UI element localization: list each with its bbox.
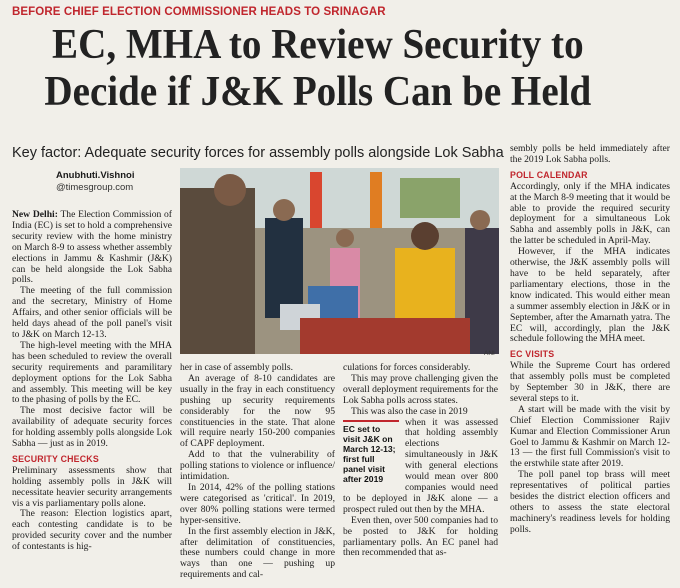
paragraph	[12, 210, 172, 286]
column-3	[343, 363, 498, 559]
paragraph: Even then, over 500 companies had to be posted to J&K for holding parliamentary polls. An EC panel had then recommended that as-	[343, 514, 498, 559]
section-heading: SECURITY CHECKS	[12, 453, 99, 464]
paragraph: An average of 8-10 candidates are usually in the fray in each constituency pushing up security requirements considerably for the now 95 constituencies in the state. That alone will require nearly 150-200 companies of CAPF deployment.	[180, 372, 335, 450]
paragraph: Preliminary assessments show that holding assembly polls in J&K will necessitate heavier security arrangements vis a vis parliamentary polls alone.	[12, 464, 172, 509]
section-heading: POLL CALENDAR	[510, 169, 588, 180]
dateline: New Delhi:	[12, 209, 58, 220]
paragraph: The meeting of the full commission and the secretary, Ministry of Home Affairs, and other senior officials will be held days ahead of the poll panel's visit to J&K on March 12-13.	[12, 285, 172, 340]
paragraph: This may prove challenging given the overall deployment requirements for the Lok Sabha polls across states.	[343, 372, 498, 406]
byline	[56, 170, 134, 194]
headline-line-1: EC, MHA to Review Security to	[52, 22, 584, 68]
paragraph: While the Supreme Court has ordered that assembly polls must be completed by September 30 in J&K, there are several steps to it.	[510, 360, 670, 404]
kicker: BEFORE CHIEF ELECTION COMMISSIONER HEADS TO SRINAGAR	[12, 6, 386, 18]
byline-email: @timesgroup.com	[56, 182, 134, 193]
section-heading: EC VISITS	[510, 349, 555, 360]
paragraph-text: The Election Commission of India (EC) is set to hold a comprehensive security review with the home ministry on March 8-9 to assess whether assembly elections in Jammu & Kashmir (J&K) can be held alongside the Lok Sabha polls.	[12, 209, 172, 286]
paragraph	[343, 407, 498, 418]
paragraph: In 2014, 42% of the polling stations were categorised as 'critical'. In 2019, over 80% polling stations were termed hyper-sensitive.	[180, 481, 335, 526]
paragraph: culations for forces considerably.	[343, 362, 471, 373]
paragraph: However, if the MHA indicates otherwise, the J&K assembly polls will have to be held separately, after parliamentary elections, those in the know indicated. This would either mean a summer assembly election in J&K or in September, after the Amarnath yatra. The EC will, accordingly, plan the J&K schedule following the MHA meet.	[510, 246, 670, 345]
photo-credit: ANI	[484, 350, 495, 357]
subhead: Key factor: Adequate security forces for assembly polls alongside Lok Sabha	[12, 145, 504, 161]
byline-name: Anubhuti.Vishnoi	[56, 170, 135, 181]
paragraph: Accordingly, only if the MHA indicates at the March 8-9 meeting that it would be able to provide the required security deployment for a simultaneous Lok Sabha and assembly polls in J&K, can the latter be scheduled in April-May.	[510, 180, 670, 247]
pull-quote: EC set to visit J&K on March 12-13; first full panel visit after 2019	[343, 420, 399, 484]
paragraph: her in case of assembly polls.	[180, 362, 293, 373]
news-photo-illustration	[180, 168, 499, 354]
column-1	[12, 210, 172, 553]
news-photo	[180, 168, 499, 354]
column-4	[510, 144, 670, 536]
paragraph: Add to that the vulnerability of polling stations to violence or influence/ intimidation.	[180, 449, 335, 483]
column-2	[180, 363, 335, 581]
paragraph: The high-level meeting with the MHA has been scheduled to review the overall security requirements and paramilitary deployment options for the Lok Sabha and assembly. This meeting will be key to the phasing of polls by the EC.	[12, 339, 172, 406]
paragraph-lead: This was also the case in 2019	[351, 405, 468, 417]
paragraph: when it was assessed that holding assembly elections simultaneously in J&K with general elections would mean over 800 companies would need to be deployed in J&K alone — a prospect ruled out then by the MHA.	[343, 416, 498, 515]
headline	[10, 22, 626, 116]
paragraph: The reason: Election logistics apart, each contesting candidate is to be provided security cover and the number of contestants is hig-	[12, 508, 172, 553]
headline-line-2: Decide if J&K Polls Can be Held	[44, 69, 592, 115]
paragraph: A start will be made with the visit by Chief Election Commissioner Rajiv Kumar and Election Commissioner Arun Goel to Jammu & Kashmir on March 12-13 — the first full Commission's visit to the erstwhile state after 2019.	[510, 403, 670, 470]
paragraph: sembly polls be held immediately after the 2019 Lok Sabha polls.	[510, 143, 670, 165]
paragraph: The poll panel top brass will meet representatives of political parties besides the district election officers and others to assess the state electoral machinery's readiness levels for holding polls.	[510, 469, 670, 535]
paragraph: In the first assembly election in J&K, after delimitation of constituencies, these numbers could change in more ways than one — pushing up requirements and cal-	[180, 525, 335, 581]
paragraph: The most decisive factor will be availability of adequate security forces for holding assembly polls alongside Lok Sabha — just as in 2019.	[12, 405, 172, 450]
